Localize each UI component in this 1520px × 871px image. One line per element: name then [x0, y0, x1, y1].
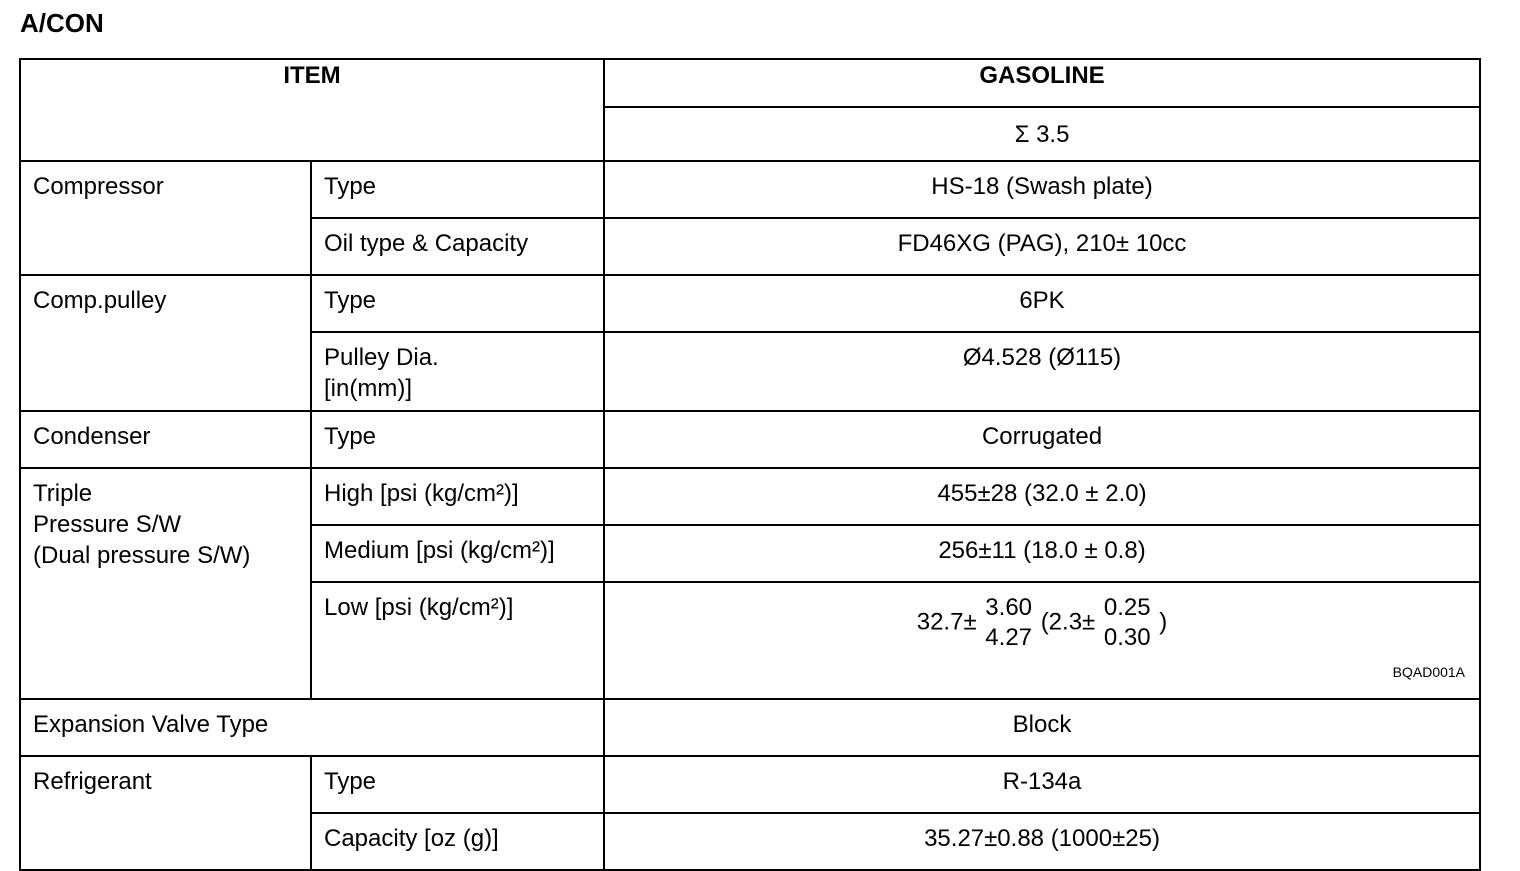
- low-kg-open: (2.3±: [1040, 608, 1096, 636]
- expansion-valve-label: Expansion Valve Type: [20, 699, 604, 756]
- compressor-oil-value: FD46XG (PAG), 210± 10cc: [604, 218, 1480, 275]
- table-row: [20, 411, 1480, 468]
- medium-pressure-value: 256±11 (18.0 ± 0.8): [604, 525, 1480, 582]
- low-psi-tolerance: [985, 593, 1032, 653]
- condenser-type-label: Type: [311, 411, 604, 468]
- refrigerant-type-value: R-134a: [604, 756, 1480, 813]
- triple-pressure-line3: (Dual pressure S/W): [33, 542, 251, 569]
- table-row: [20, 161, 1480, 218]
- comp-pulley-type-label: Type: [311, 275, 604, 332]
- engine-header: Σ 3.5: [604, 107, 1480, 161]
- refrigerant-capacity-value: 35.27±0.88 (1000±25): [604, 813, 1480, 870]
- refrigerant-label: Refrigerant: [20, 756, 311, 870]
- compressor-oil-label: Oil type & Capacity: [311, 218, 604, 275]
- triple-pressure-line2: Pressure S/W: [33, 511, 182, 538]
- low-psi-upper: 3.60: [985, 594, 1033, 621]
- expansion-valve-value: Block: [604, 699, 1480, 756]
- medium-pressure-label: Medium [psi (kg/cm²)]: [311, 525, 604, 582]
- refrigerant-capacity-label: Capacity [oz (g)]: [311, 813, 604, 870]
- high-pressure-label: High [psi (kg/cm²)]: [311, 468, 604, 525]
- compressor-type-value: HS-18 (Swash plate): [604, 161, 1480, 218]
- comp-pulley-type-value: 6PK: [604, 275, 1480, 332]
- ac-spec-table: [19, 58, 1481, 871]
- table-row: [20, 699, 1480, 756]
- page-title: A/CON: [20, 8, 104, 38]
- item-header: ITEM: [20, 59, 604, 161]
- pulley-dia-label-line2: [in(mm)]: [324, 375, 412, 402]
- low-kg-close: ): [1159, 608, 1168, 636]
- condenser-type-value: Corrugated: [604, 411, 1480, 468]
- figure-code: BQAD001A: [1392, 664, 1466, 680]
- header-row: [20, 59, 1480, 107]
- low-psi-lower: 4.27: [985, 624, 1033, 651]
- low-psi-base: 32.7±: [916, 608, 977, 636]
- triple-pressure-label: [20, 468, 311, 699]
- low-kg-upper: 0.25: [1103, 594, 1151, 621]
- compressor-type-label: Type: [311, 161, 604, 218]
- comp-pulley-label: Comp.pulley: [20, 275, 311, 411]
- fuel-header: GASOLINE: [604, 59, 1480, 107]
- low-kg-tolerance: [1104, 593, 1151, 653]
- compressor-label: Compressor: [20, 161, 311, 275]
- refrigerant-type-label: Type: [311, 756, 604, 813]
- low-pressure-value: [604, 582, 1480, 699]
- table-row: [20, 275, 1480, 332]
- pulley-dia-value: Ø4.528 (Ø115): [604, 332, 1480, 411]
- table-row: [20, 468, 1480, 525]
- low-pressure-label: Low [psi (kg/cm²)]: [311, 582, 604, 699]
- table-row: [20, 756, 1480, 813]
- triple-pressure-line1: Triple: [33, 480, 93, 507]
- condenser-label: Condenser: [20, 411, 311, 468]
- pulley-dia-label-line1: Pulley Dia.: [324, 344, 439, 371]
- high-pressure-value: 455±28 (32.0 ± 2.0): [604, 468, 1480, 525]
- low-pressure-formula: [617, 583, 1467, 653]
- pulley-dia-label: [311, 332, 604, 411]
- low-kg-lower: 0.30: [1103, 624, 1151, 651]
